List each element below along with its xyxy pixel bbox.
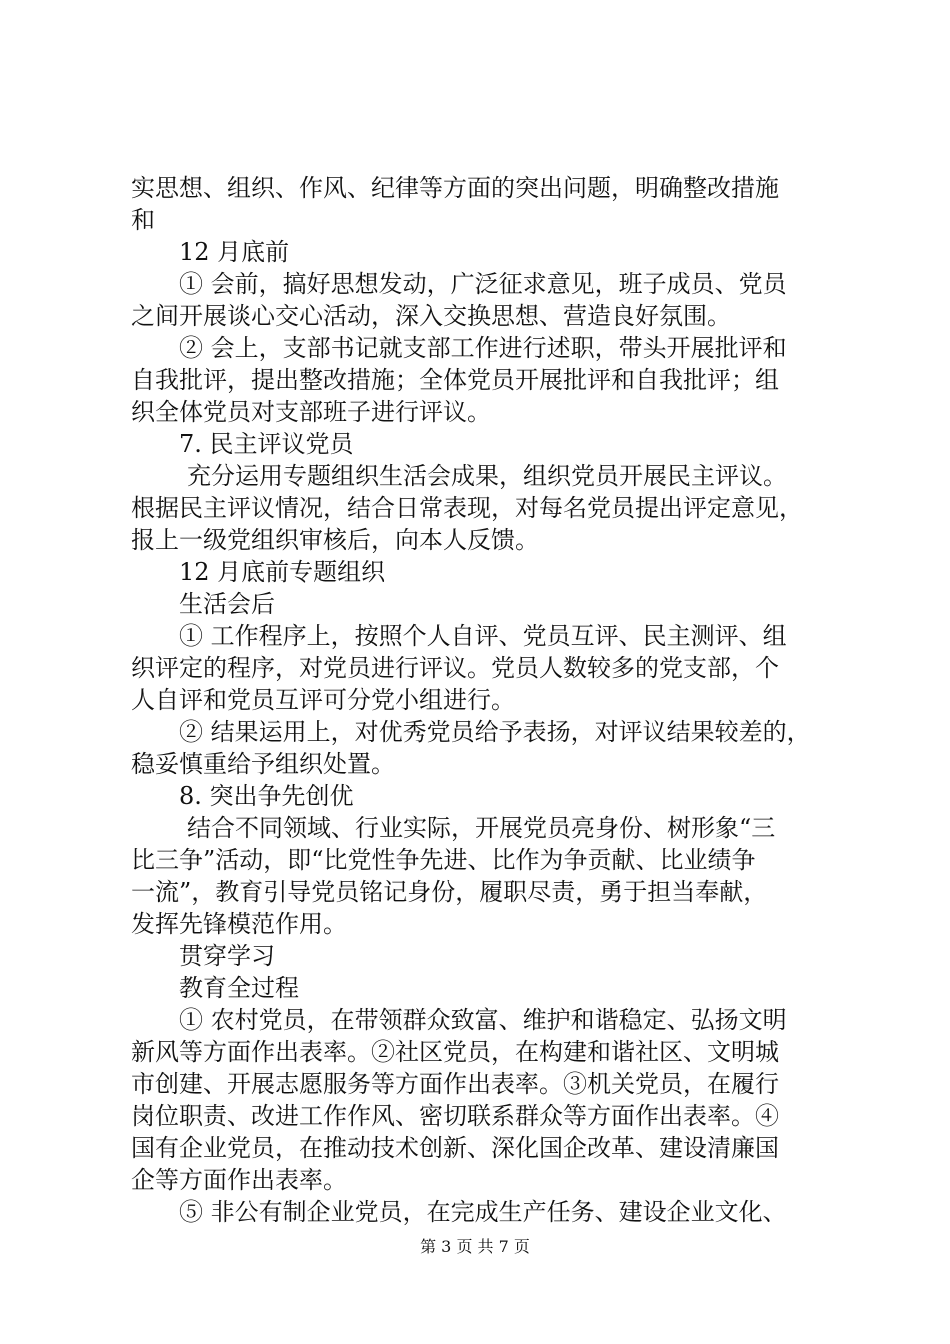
- text-line: 自我批评，提出整改措施；全体党员开展批评和自我批评；组: [131, 366, 779, 394]
- text-line: 织全体党员对支部班子进行评议。: [131, 398, 491, 426]
- text-line: 生活会后: [179, 590, 275, 618]
- text-line: 岗位职责、改进工作作风、密切联系群众等方面作出表率。④: [131, 1102, 779, 1130]
- text-line: 根据民主评议情况，结合日常表现，对每名党员提出评定意见，: [131, 494, 803, 522]
- text-line: 发挥先锋模范作用。: [131, 910, 347, 938]
- text-line: 之间开展谈心交心活动，深入交换思想、营造良好氛围。: [131, 302, 731, 330]
- text-line: 比三争”活动，即“比党性争先进、比作为争贡献、比业绩争: [131, 846, 756, 874]
- text-line: 一流”，教育引导党员铭记身份，履职尽责，勇于担当奉献，: [131, 878, 768, 906]
- document-body: [131, 172, 836, 1228]
- text-line: 和: [131, 206, 155, 234]
- text-line: ② 结果运用上，对优秀党员给予表扬，对评议结果较差的，: [179, 718, 811, 746]
- text-line: 人自评和党员互评可分党小组进行。: [131, 686, 515, 714]
- text-line: 新风等方面作出表率。②社区党员，在构建和谐社区、文明城: [131, 1038, 779, 1066]
- text-line: 市创建、开展志愿服务等方面作出表率。③机关党员，在履行: [131, 1070, 779, 1098]
- section-heading: 7. 民主评议党员: [179, 430, 354, 458]
- text-line: 实思想、组织、作风、纪律等方面的突出问题，明确整改措施: [131, 174, 779, 202]
- text-line: ① 工作程序上，按照个人自评、党员互评、民主测评、组: [179, 622, 787, 650]
- text-line: 教育全过程: [179, 974, 299, 1002]
- text-line: 12 月底前: [179, 238, 290, 266]
- text-line: ⑤ 非公有制企业党员，在完成生产任务、建设企业文化、: [179, 1198, 787, 1226]
- text-line: 报上一级党组织审核后，向本人反馈。: [131, 526, 539, 554]
- text-line: 结合不同领域、行业实际，开展党员亮身份、树形象“三: [187, 814, 776, 842]
- text-line: 国有企业党员，在推动技术创新、深化国企改革、建设清廉国: [131, 1134, 779, 1162]
- text-line: 12 月底前专题组织: [179, 558, 386, 586]
- section-heading: 8. 突出争先创优: [179, 782, 354, 810]
- text-line: ② 会上，支部书记就支部工作进行述职，带头开展批评和: [179, 334, 787, 362]
- text-line: ① 农村党员，在带领群众致富、维护和谐稳定、弘扬文明: [179, 1006, 787, 1034]
- text-line: 贯穿学习: [179, 942, 275, 970]
- text-line: 织评定的程序，对党员进行评议。党员人数较多的党支部，个: [131, 654, 779, 682]
- text-line: ① 会前，搞好思想发动，广泛征求意见，班子成员、党员: [179, 270, 787, 298]
- text-line: 企等方面作出表率。: [131, 1166, 347, 1194]
- text-line: 稳妥慎重给予组织处置。: [131, 750, 395, 778]
- text-line: 充分运用专题组织生活会成果，组织党员开展民主评议。: [187, 462, 787, 490]
- page-number-footer: 第 3 页 共 7 页: [420, 1237, 530, 1256]
